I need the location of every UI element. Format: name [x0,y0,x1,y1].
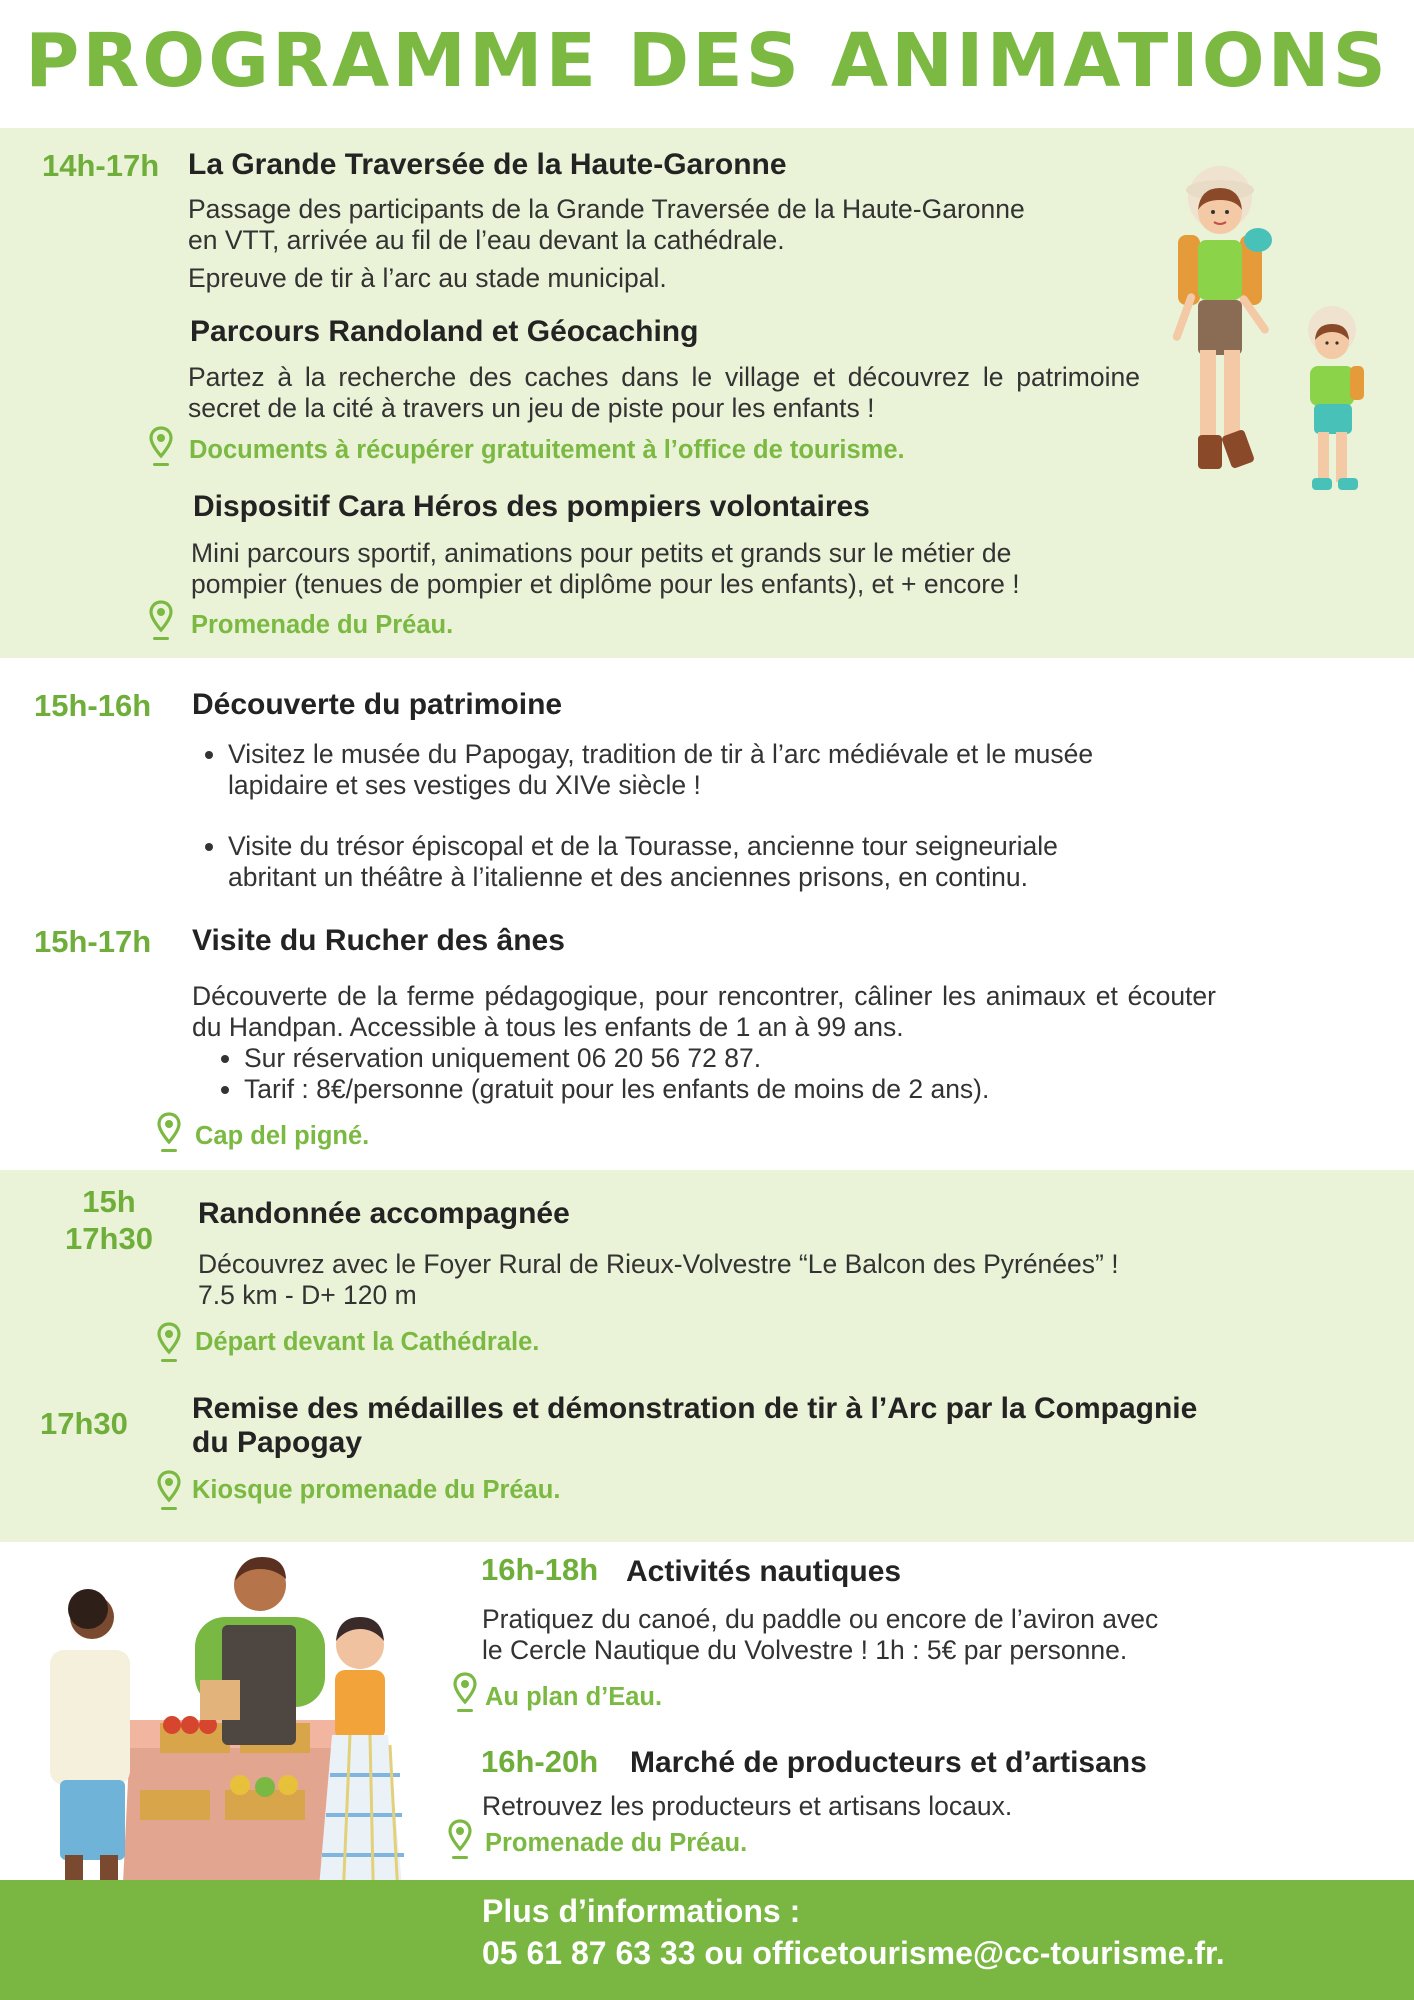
text-cara-heros [191,538,1151,600]
text-line: Pratiquez du canoé, du paddle ou encore de l’aviron avec [482,1604,1159,1634]
location-randoland: Documents à récupérer gratuitement à l’office de tourisme. [189,436,905,464]
list-item: • Tarif : 8€/personne (gratuit pour les enfants de moins de 2 ans). [244,1074,1208,1105]
list-item: • Visitez le musée du Papogay, tradition de tir à l’arc médiévale et le musée lapidaire et ses vestiges du XIVe siècle ! [228,739,1230,801]
text-randonnee [198,1249,1298,1311]
location-pin-icon [448,1819,472,1861]
location-pin-icon [149,600,173,642]
footer-info [482,1890,1402,1974]
list-patrimoine [190,739,1230,893]
text-randoland: Partez à la recherche des caches dans le village et découvrez le patrimoine secret de la cité à travers un jeu de piste pour les enfants ! [188,362,1140,423]
heading-remise-medailles: Remise des médailles et démonstration de tir à l’Arc par la Compagnie du Papogay [192,1392,1198,1459]
heading-randonnee: Randonnée accompagnée [198,1197,570,1230]
list-item: • Visite du trésor épiscopal et de la Tourasse, ancienne tour seigneuriale abritant un théâtre à l’italienne et des anciennes prisons, en continu. [228,831,1230,893]
text-line: Epreuve de tir à l’arc au stade municipal. [188,263,667,293]
location-rucher: Cap del pigné. [195,1122,370,1150]
location-marche: Promenade du Préau. [485,1829,748,1857]
heading-randoland: Parcours Randoland et Géocaching [190,315,699,348]
heading-cara-heros: Dispositif Cara Héros des pompiers volontaires [193,490,870,523]
text-line: en VTT, arrivée au fil de l’eau devant la cathédrale. [188,225,785,255]
footer-label: Plus d’informations : [482,1893,801,1929]
text-line: Passage des participants de la Grande Traversée de la Haute-Garonne [188,194,1025,224]
heading-patrimoine: Découverte du patrimoine [192,688,563,721]
text-line: Mini parcours sportif, animations pour petits et grands sur le métier de [191,538,1012,568]
text-line: 7.5 km - D+ 120 m [198,1280,417,1310]
text-nautique [482,1604,1382,1666]
location-pin-icon [157,1322,181,1364]
time-rucher: 15h-17h [34,924,152,959]
time-remise-medailles: 17h30 [40,1406,128,1441]
page-title: PROGRAMME DES ANIMATIONS [25,18,1389,104]
location-randonnee: Départ devant la Cathédrale. [195,1328,540,1356]
footer-contact[interactable]: 05 61 87 63 33 ou officetourisme@cc-tourisme.fr. [482,1935,1225,1971]
location-nautique: Au plan d’Eau. [485,1683,663,1711]
hikers-illustration [1140,160,1390,530]
list-item: • Sur réservation uniquement 06 20 56 72 87. [244,1043,1208,1074]
location-pin-icon [453,1672,477,1714]
time-patrimoine: 15h-16h [34,688,152,723]
time-nautique: 16h-18h [481,1552,599,1587]
location-cara-heros: Promenade du Préau. [191,611,454,639]
time-grande-traversee: 14h-17h [42,148,160,183]
location-pin-icon [149,426,173,468]
location-pin-icon [157,1470,181,1512]
location-pin-icon [157,1112,181,1154]
heading-rucher: Visite du Rucher des ânes [192,924,565,957]
text-rucher: Découverte de la ferme pédagogique, pour rencontrer, câliner les animaux et écouter du Handpan. Accessible à tous les enfants de 1 an à 99 ans. [192,981,1216,1042]
heading-grande-traversee: La Grande Traversée de la Haute-Garonne [188,148,787,181]
text-line: le Cercle Nautique du Volvestre ! 1h : 5€ par personne. [482,1635,1128,1665]
time-randonnee: 15h 17h30 [65,1184,153,1256]
text-line: Découvrez avec le Foyer Rural de Rieux-Volvestre “Le Balcon des Pyrénées” ! [198,1249,1119,1279]
heading-marche: Marché de producteurs et d’artisans [630,1746,1147,1779]
text-line: pompier (tenues de pompier et diplôme pour les enfants), et + encore ! [191,569,1020,599]
text-marche: Retrouvez les producteurs et artisans locaux. [482,1791,1013,1821]
heading-nautique: Activités nautiques [626,1555,902,1588]
list-rucher [208,1043,1208,1105]
text-grande-traversee [188,194,1148,294]
time-marche: 16h-20h [481,1744,599,1779]
location-remise-medailles: Kiosque promenade du Préau. [192,1476,561,1504]
